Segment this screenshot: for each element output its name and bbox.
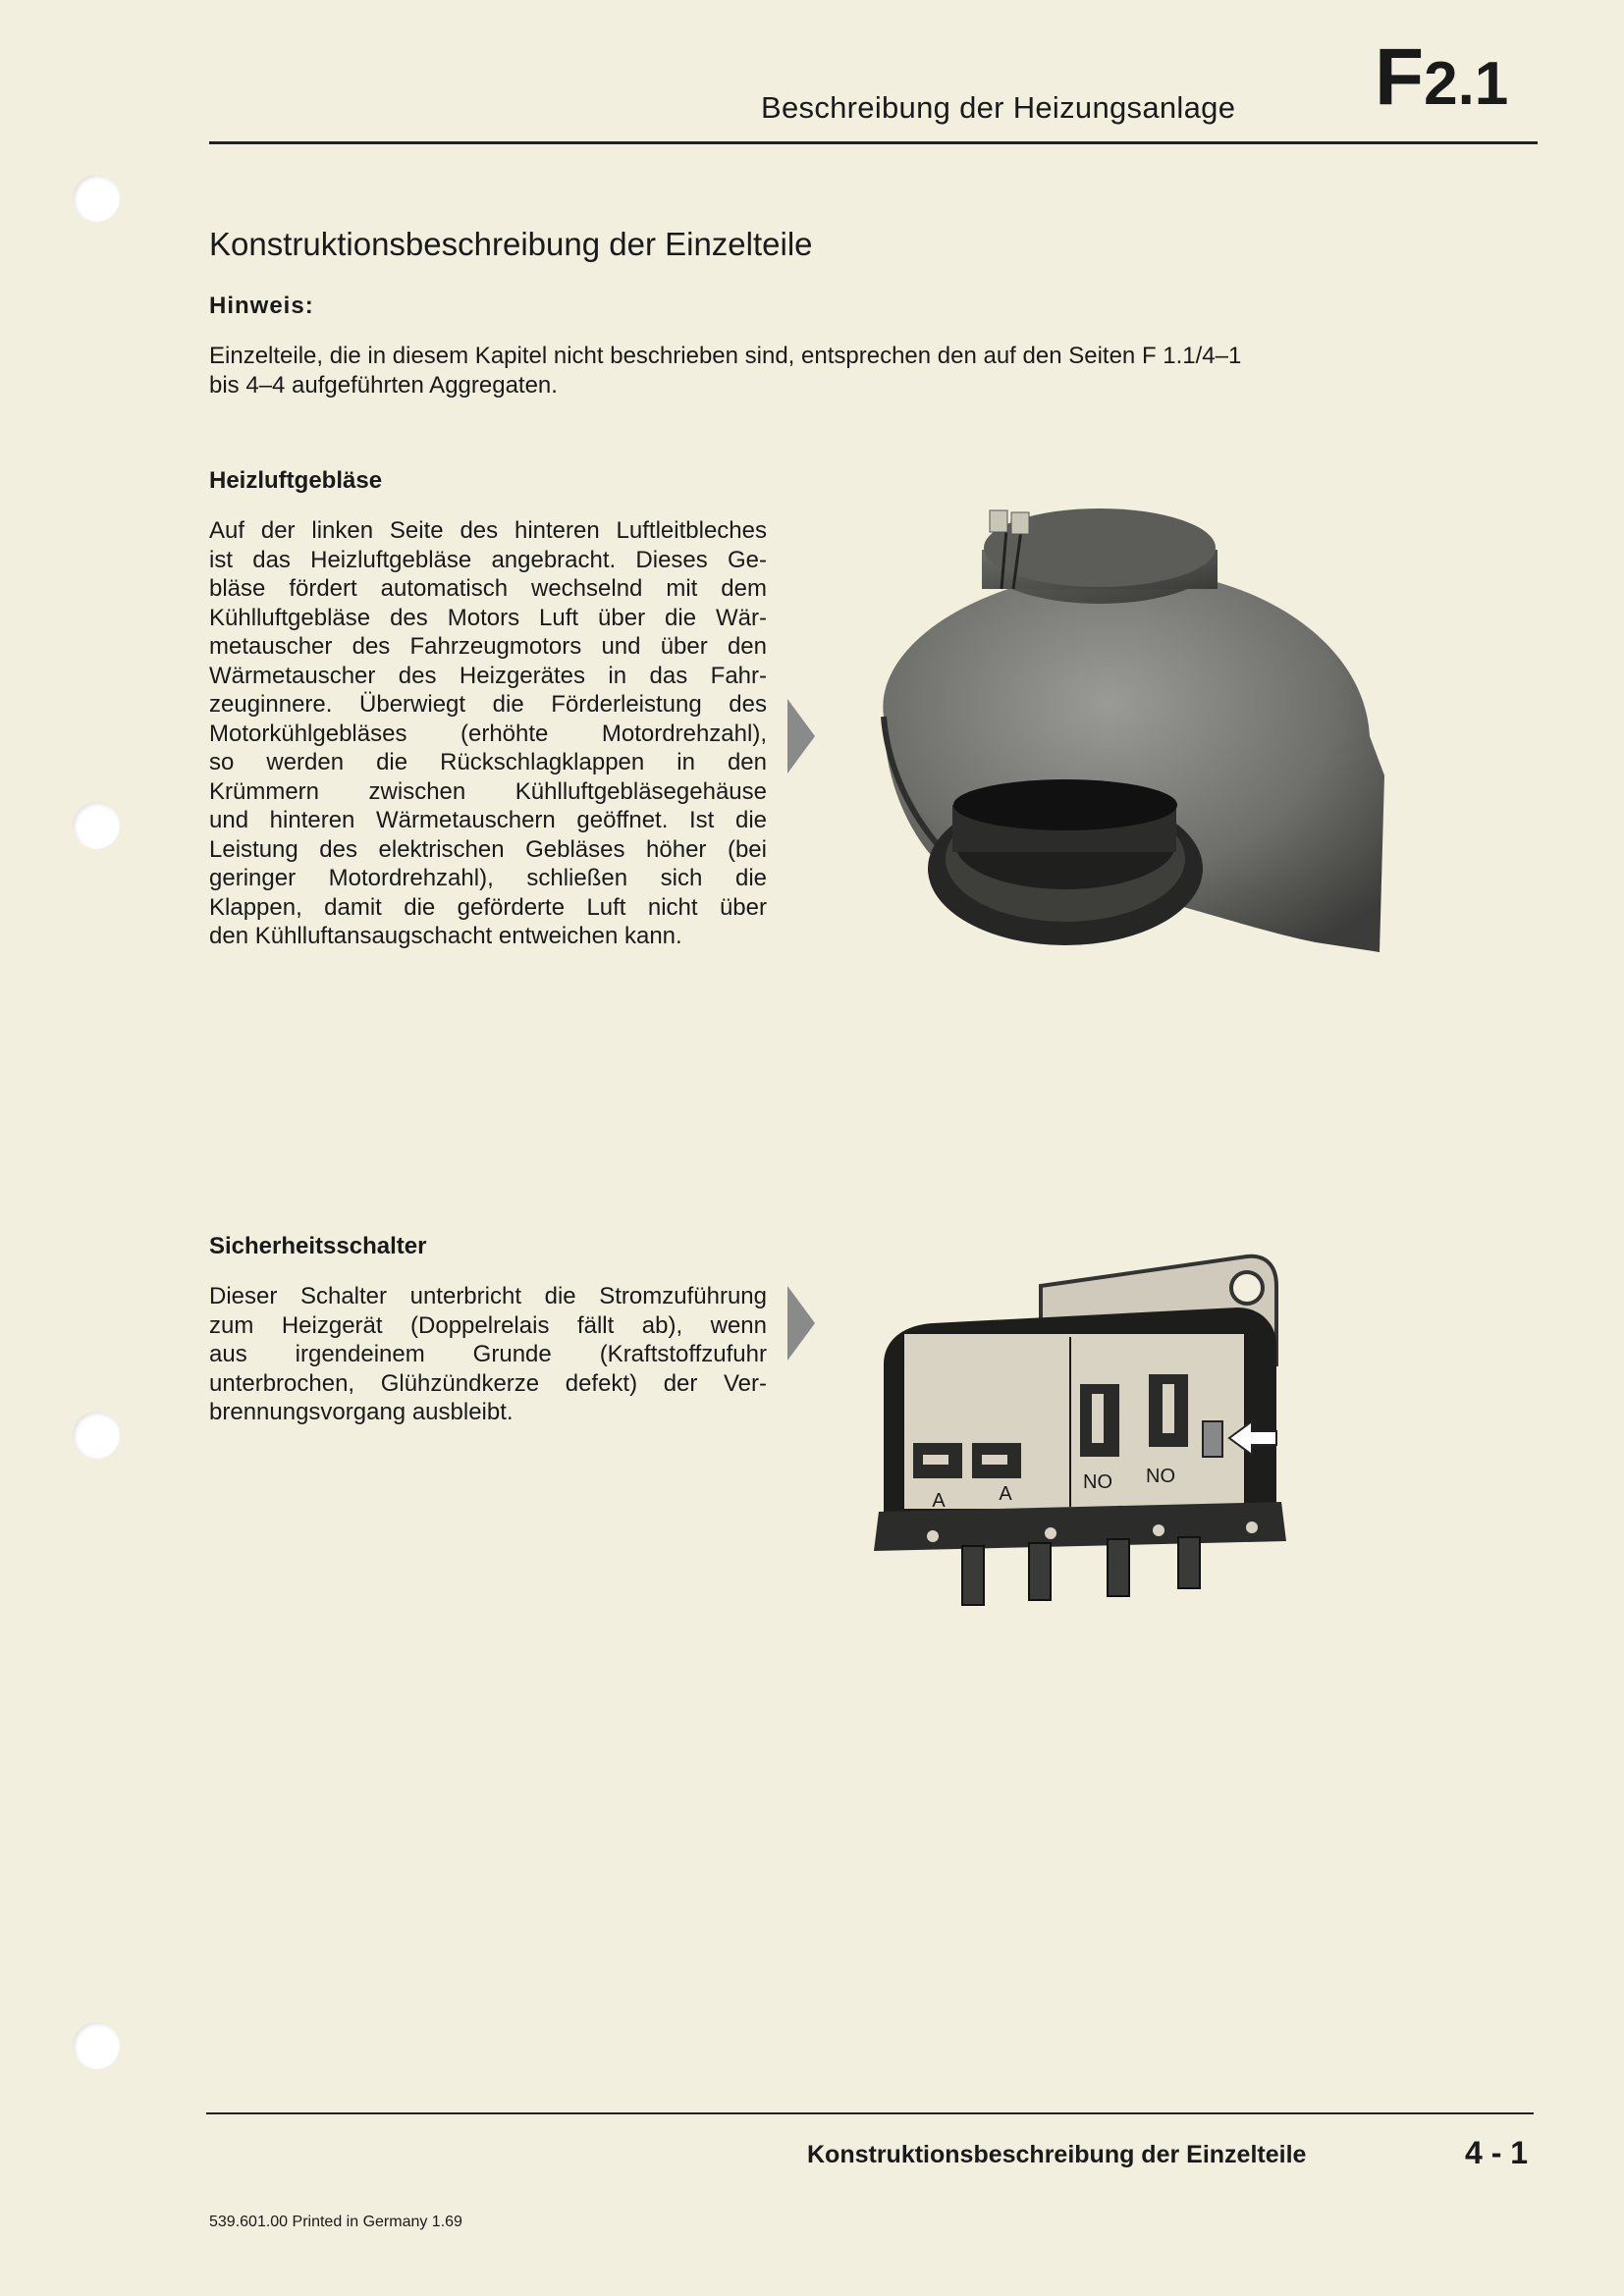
- blower-description: [209, 516, 767, 951]
- footer-rule: [206, 2112, 1534, 2114]
- safety-line: zum Heizgerät (Doppelrelais fällt ab), wenn: [209, 1311, 767, 1339]
- blower-line: Motorkühlgebläses (erhöhte Motordrehzahl),: [209, 720, 767, 747]
- safety-line: Dieser Schalter unterbricht die Stromzuführung: [209, 1283, 767, 1309]
- punch-hole-bottom: [73, 2022, 120, 2069]
- note-line: Einzelteile, die in diesem Kapitel nicht beschrieben sind, entsprechen den auf den Seiten F 1.1/4–1: [209, 343, 1242, 369]
- blower-line: metauscher des Fahrzeugmotors und über den: [209, 633, 767, 660]
- note-label: Hinweis:: [209, 293, 314, 319]
- safety-line: unterbrochen, Glühzündkerze defekt) der Ver-: [209, 1369, 767, 1397]
- blower-line: Kühlluftgebläse des Motors Luft über die Wär-: [209, 604, 767, 631]
- blower-line: Wärmetauscher des Heizgerätes in das Fahr-: [209, 662, 767, 689]
- switch-label-no2: NO: [1146, 1466, 1175, 1487]
- safety-line: brennungsvorgang ausbleibt.: [209, 1399, 514, 1425]
- punch-hole-lower-mid: [73, 1412, 120, 1459]
- safety-switch-heading: Sicherheitsschalter: [209, 1233, 427, 1259]
- safety-switch-photo: [864, 1247, 1365, 1639]
- blower-line: Klappen, damit die geförderte Luft nicht über: [209, 893, 767, 921]
- page-heading: Konstruktionsbeschreibung der Einzelteile: [209, 226, 813, 262]
- blower-line: ist das Heizluftgebläse angebracht. Dieses Ge-: [209, 546, 767, 573]
- switch-label-a1: A: [932, 1490, 946, 1512]
- print-info: 539.601.00 Printed in Germany 1.69: [209, 2214, 462, 2230]
- blower-line: Leistung des elektrischen Gebläses höher (bei: [209, 835, 767, 863]
- blower-pointer-arrow: [787, 699, 815, 774]
- page-number: 4 - 1: [1465, 2135, 1529, 2170]
- note-line: bis 4–4 aufgeführten Aggregaten.: [209, 371, 558, 399]
- blower-line: geringer Motordrehzahl), schließen sich die: [209, 865, 767, 891]
- blower-line: so werden die Rückschlagklappen in den: [209, 749, 767, 775]
- section-code: [1375, 32, 1509, 122]
- blower-line: den Kühlluftansaugschacht entweichen kann.: [209, 923, 682, 949]
- blower-line: und hinteren Wärmetauschern geöffnet. Ist die: [209, 807, 767, 833]
- punch-hole-top: [73, 175, 120, 222]
- blower-line: zeuginnere. Überwiegt die Förderleistung des: [209, 691, 767, 718]
- switch-label-a2: A: [999, 1483, 1012, 1505]
- blower-line: Krümmern zwischen Kühlluftgebläsegehäuse: [209, 777, 767, 805]
- switch-label-no1: NO: [1083, 1471, 1112, 1493]
- header-rule: [209, 141, 1538, 144]
- blower-heading: Heizluftgebläse: [209, 467, 383, 494]
- header-title: Beschreibung der Heizungsanlage: [761, 90, 1236, 125]
- section-number: 2.1: [1424, 50, 1509, 118]
- heater-blower-photo: [854, 491, 1404, 962]
- punch-hole-upper-mid: [73, 802, 120, 849]
- section-letter: F: [1375, 32, 1425, 122]
- safety-switch-description: [209, 1282, 767, 1427]
- footer-title: Konstruktionsbeschreibung der Einzelteile: [807, 2141, 1307, 2168]
- safety-pointer-arrow: [787, 1286, 815, 1361]
- blower-line: Auf der linken Seite des hinteren Luftleitbleches: [209, 517, 767, 544]
- safety-line: aus irgendeinem Grunde (Kraftstoffzufuhr: [209, 1341, 767, 1367]
- blower-line: bläse fördert automatisch wechselnd mit dem: [209, 575, 767, 602]
- note-text: [209, 342, 1387, 400]
